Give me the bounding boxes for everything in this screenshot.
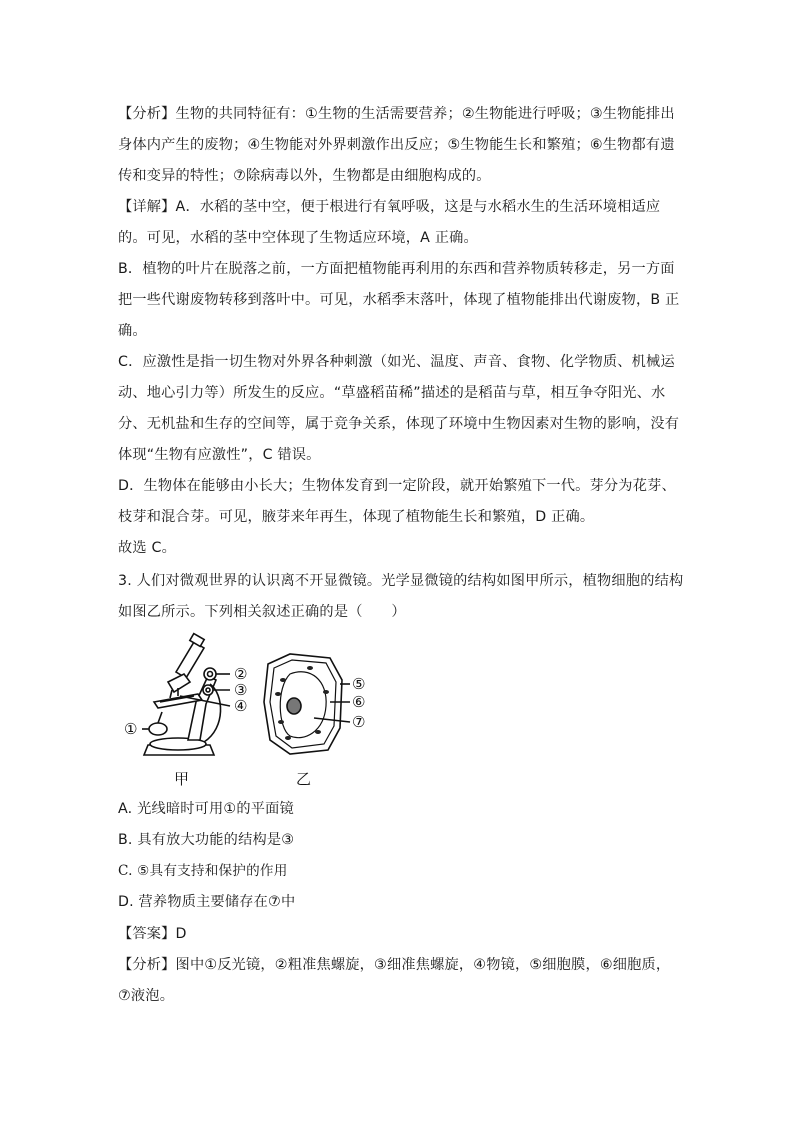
microscope-caption: 甲 [174,770,190,788]
plant-cell-drawing [264,654,350,754]
option-a: A. 光线暗时可用①的平面镜 [118,801,294,817]
detail-line: 动、地心引力等）所发生的反应。“草盛稻苗稀”描述的是稻苗与草，相互争夺阳光、水 [118,385,666,401]
detail-line: 确。 [118,323,147,339]
microscope-label-2: ② [234,665,248,683]
answer-line: 【答案】D [118,926,187,942]
detail-line: 分、无机盐和生存的空间等，属于竞争关系，体现了环境中生物因素对生物的影响，没有 [118,416,680,432]
cell-label-5: ⑤ [352,675,366,693]
cell-label-7: ⑦ [352,713,366,731]
question-figure [118,632,378,792]
option-b: B. 具有放大功能的结构是③ [118,832,295,848]
detail-line: 的。可见，水稻的茎中空体现了生物适应环境，A 正确。 [118,230,478,246]
detail-line: 把一些代谢废物转移到落叶中。可见，水稻季末落叶，体现了植物能排出代谢废物，B 正 [118,292,680,308]
microscope-label-3: ③ [234,681,248,699]
detail-line: 故选 C。 [118,540,176,556]
detail-line: 体现“生物有应激性”，C 错误。 [118,447,321,463]
cell-label-6: ⑥ [352,693,366,711]
detail-line: 【详解】A．水稻的茎中空，便于根进行有氧呼吸，这是与水稻水生的生活环境相适应 [118,199,661,215]
detail-line: D．生物体在能够由小长大；生物体发育到一定阶段，就开始繁殖下一代。芽分为花芽、 [118,478,676,494]
cell-caption: 乙 [296,770,312,788]
detail-line: 枝芽和混合芽。可见，腋芽来年再生，体现了植物能生长和繁殖，D 正确。 [118,509,595,525]
analysis-line: 【分析】图中①反光镜，②粗准焦螺旋，③细准焦螺旋，④物镜，⑤细胞膜，⑥细胞质， [118,957,671,973]
question-stem: 如图乙所示。下列相关叙述正确的是（ ） [118,604,406,620]
analysis-line: ⑦液泡。 [118,988,175,1004]
analysis-line: 【分析】生物的共同特征有：①生物的生活需要营养；②生物能进行呼吸；③生物能排出 [118,106,675,122]
option-d: D. 营养物质主要储存在⑦中 [118,894,296,910]
detail-line: B．植物的叶片在脱落之前，一方面把植物能再利用的东西和营养物质转移走，另一方面 [118,261,675,277]
analysis-line: 身体内产生的废物；④生物能对外界刺激作出反应；⑤生物能生长和繁殖；⑥生物都有遗 [118,137,675,153]
analysis-line: 传和变异的特性；⑦除病毒以外，生物都是由细胞构成的。 [118,168,491,184]
microscope-drawing [142,634,230,755]
option-c: C. ⑤具有支持和保护的作用 [118,863,288,879]
microscope-label-1: ① [124,720,138,738]
question-stem: 3. 人们对微观世界的认识离不开显微镜。光学显微镜的结构如图甲所示，植物细胞的结构 [118,573,684,589]
microscope-label-4: ④ [234,697,248,715]
detail-line: C．应激性是指一切生物对外界各种刺激（如光、温度、声音、食物、化学物质、机械运 [118,354,675,370]
microscope-and-cell-figure [118,632,378,792]
